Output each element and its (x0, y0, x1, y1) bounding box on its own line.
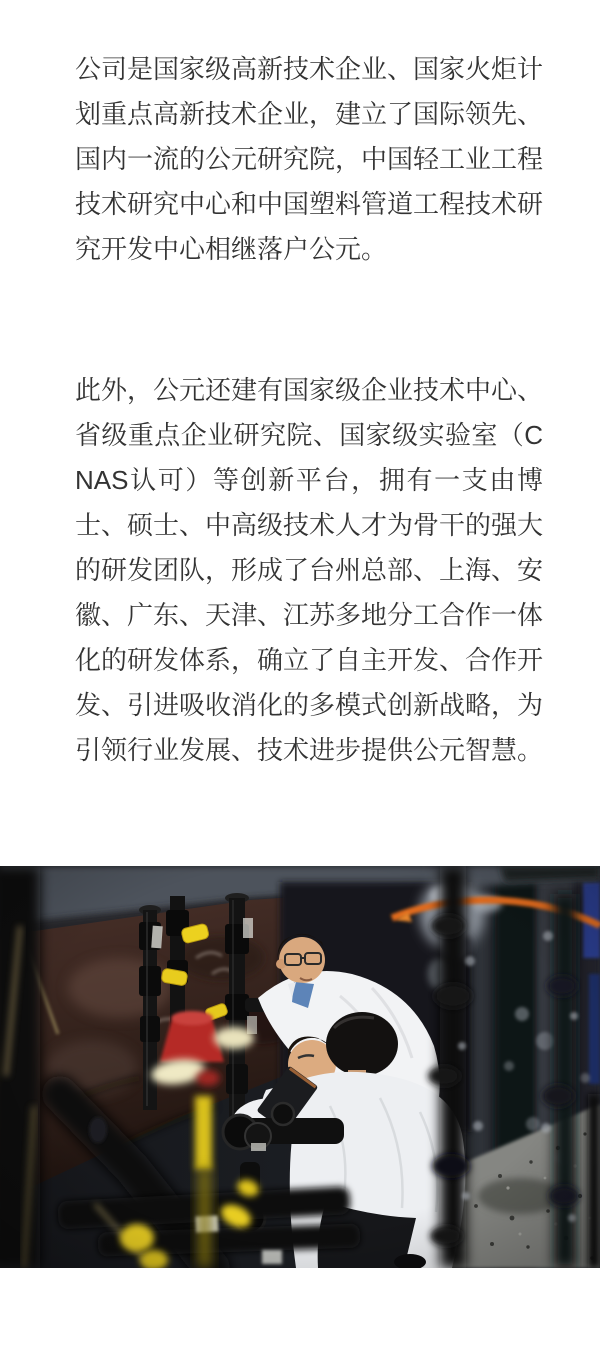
intro-paragraph-1: 公司是国家级高新技术企业、国家火炬计划重点高新技术企业，建立了国际领先、国内一流的公元研究院，中国轻工业工程技术研究中心和中国塑料管道工程技术研究开发中心相继落户公元。 (75, 54, 544, 264)
intro-paragraph-2: 此外，公元还建有国家级企业技术中心、省级重点企业研究院、国家级实验室（CNAS认可）等创新平台，拥有一支由博士、硕士、中高级技术人才为骨干的强大的研发团队，形成了台州总部、上海、安徽、广东、天津、江苏多地分工合作一体化的研发体系，确立了自主开发、合作开发、引进吸收消化的多模式创新战略，为引领行业发展、技术进步提供公元智慧。 (75, 375, 544, 765)
company-intro-section (75, 47, 543, 773)
lab-research-photo (0, 866, 600, 1268)
lab-photo-illustration (0, 866, 600, 1268)
